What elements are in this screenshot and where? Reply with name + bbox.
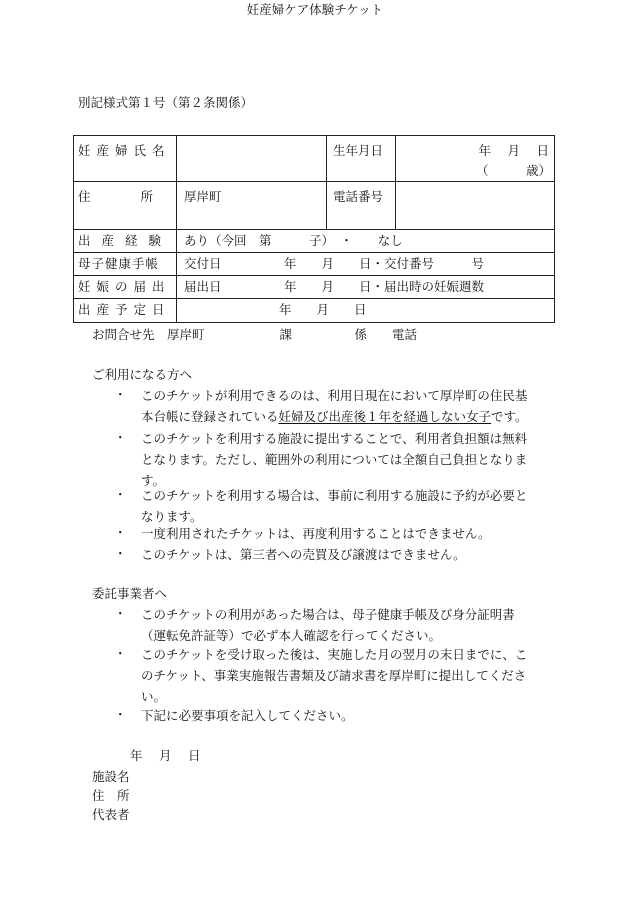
users-heading: ご利用になる方へ: [92, 367, 193, 382]
due-value: 年 月 日: [279, 302, 367, 317]
underlined-eligibility: 妊婦及び出産後１年を経過しない女子: [278, 409, 492, 424]
pregnancy-field[interactable]: [176, 275, 555, 299]
birth-label-cell: [326, 135, 396, 182]
maternal-value: 交付日 年 月 日・交付番号 号: [184, 256, 485, 271]
maternal-label-cell: [73, 252, 177, 276]
bullet: ・: [114, 387, 127, 402]
address-label: 住 所: [78, 189, 154, 204]
phone-label-cell: [326, 181, 396, 230]
facility-address-label: 住 所: [92, 788, 130, 803]
phone-field[interactable]: [395, 181, 555, 230]
maternal-label: 母子健康手帳: [78, 256, 160, 271]
birth-date-field[interactable]: [395, 135, 555, 182]
age-text: （ 歳）: [475, 163, 551, 178]
footer-date[interactable]: 年 月 日: [130, 748, 201, 763]
facility-name-label: 施設名: [92, 769, 130, 784]
contact-line: お問合せ先 厚岸町 課 係 電話: [92, 327, 418, 342]
address-value: 厚岸町: [184, 189, 222, 204]
due-label: 出産予定日: [78, 302, 171, 317]
name-field[interactable]: [176, 135, 327, 182]
due-field[interactable]: [176, 298, 555, 323]
document-page: 別記様式第１号（第２条関係） 妊産婦ケア体験チケット 妊産婦氏名 生年月日 年 月 日 （ 歳） 住 所 厚岸町 電話番号 出産経験 あり（今回 第 子） ・ なし 母子健康手帳 交付日 年 月 日・交付番号 号 妊娠の届出 届出日 年 月 日・届出時の妊娠週数 出産予定日 年 月 日 お問合せ先 厚岸町 課 係 電話 ご利用になる方へ ・ このチケットが利用できるのは、利用日現在において厚岸町の住民基 本台帳に登録されている妊婦及び出産後１年を経過しない女子です。 ・ このチケットを利用する施設に提出することで、利用者負担額は無料 となります。ただし、範囲外の利用については全額自己負担となりま す。 ・ このチケットを利用する場合は、事前に利用する施設に予約が必要と なります。 ・ 一度利用されたチケットは、再度利用することはできません。 ・ このチケットは、第三者への売買及び譲渡はできません。 委託事業者へ ・ このチケットの利用があった場合は、母子健康手帳及び身分証明書 （運転免許証等）で必ず本人確認を行ってください。 ・ このチケットを受け取った後は、実施した月の翌月の末日までに、こ のチケット、事業実施報告書類及び請求書を厚岸町に提出してくださ い。 ・ 下記に必要事項を記入してください。 年 月 日 施設名 住 所 代表者: [0, 0, 630, 903]
pregnancy-label-cell: [73, 275, 177, 299]
birth-exp-field[interactable]: [176, 229, 555, 253]
birth-exp-label: 出産経験: [78, 233, 173, 248]
representative-label: 代表者: [92, 807, 130, 822]
name-label: 妊産婦氏名: [78, 143, 171, 158]
phone-label: 電話番号: [333, 189, 384, 204]
birth-label: 生年月日: [333, 143, 384, 158]
name-label-cell: [73, 135, 177, 182]
maternal-field[interactable]: [176, 252, 555, 276]
address-label-cell: [73, 181, 177, 230]
birth-exp-value: あり（今回 第 子） ・ なし: [184, 233, 403, 248]
ticket-title: 妊産婦ケア体験チケット: [246, 2, 384, 17]
pregnancy-value: 届出日 年 月 日・届出時の妊娠週数: [184, 279, 485, 294]
form-reference: 別記様式第１号（第２条関係）: [78, 95, 254, 110]
pregnancy-label: 妊娠の届出: [78, 279, 171, 294]
due-label-cell: [73, 298, 177, 323]
address-field[interactable]: [176, 181, 327, 230]
birth-date-text: 年 月 日: [478, 143, 549, 158]
birth-exp-label-cell: [73, 229, 177, 253]
contractors-heading: 委託事業者へ: [92, 586, 168, 601]
